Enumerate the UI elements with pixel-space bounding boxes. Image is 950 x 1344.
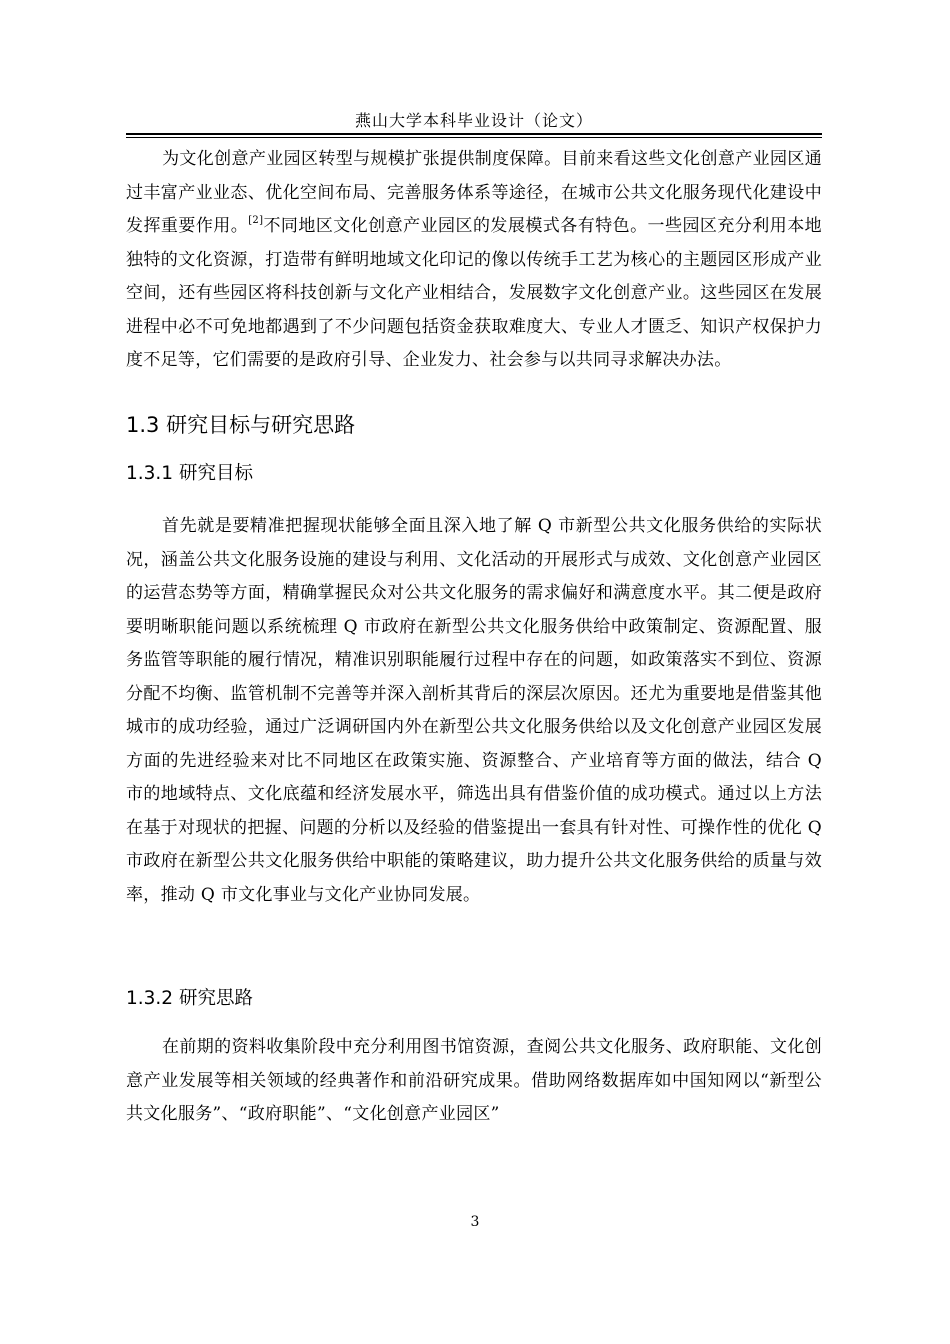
header-rule-thin <box>126 137 822 138</box>
paragraph-intro-continued <box>126 143 822 378</box>
subsection-heading-1-3-2: 1.3.2 研究思路 <box>126 988 253 1009</box>
subsection-heading-1-3-1: 1.3.1 研究目标 <box>126 463 253 484</box>
page-number: 3 <box>470 1214 480 1230</box>
section-heading-1-3: 1.3 研究目标与研究思路 <box>126 413 356 437</box>
paragraph-research-approach: 在前期的资料收集阶段中充分利用图书馆资源，查阅公共文化服务、政府职能、文化创意产业发展等相关领域的经典著作和前沿研究成果。借助网络数据库如中国知网以“新型公共文化服务”、“政府职能”、“文化创意产业园区” <box>126 1037 822 1124</box>
paragraph-intro-part-a: 为文化创意产业园区转型与规模扩张提供制度保障。目前来看这些文化创意产业园区通过丰富产业业态、优化空间布局、完善服务体系等途径，在城市公共文化服务现代化建设中发挥重要作用。 <box>126 149 822 236</box>
running-header: 燕山大学本科毕业设计（论文） <box>354 111 593 130</box>
header-rule-thick <box>126 133 822 135</box>
citation-ref: [2] <box>248 215 264 227</box>
paragraph-intro-part-b: 不同地区文化创意产业园区的发展模式各有特色。一些园区充分利用本地独特的文化资源，打造带有鲜明地域文化印记的像以传统手工艺为核心的主题园区形成产业空间，还有些园区将科技创新与文化产业相结合，发展数字文化创意产业。这些园区在发展进程中必不可免地都遇到了不少问题包括资金获取难度大、专业人才匮乏、知识产权保护力度不足等，它们需要的是政府引导、企业发力、社会参与以共同寻求解决办法。 <box>126 216 822 370</box>
paragraph-research-goal: 首先就是要精准把握现状能够全面且深入地了解 Q 市新型公共文化服务供给的实际状况，涵盖公共文化服务设施的建设与利用、文化活动的开展形式与成效、文化创意产业园区的运营态势等方面，精确掌握民众对公共文化服务的需求偏好和满意度水平。其二便是政府要明晰职能问题以系统梳理 Q 市政府在新型公共文化服务供给中政策制定、资源配置、服务监管等职能的履行情况，精准识别职能履行过程中存在的问题，如政策落实不到位、资源分配不均衡、监管机制不完善等并深入剖析其背后的深层次原因。还尤为重要地是借鉴其他城市的成功经验，通过广泛调研国内外在新型公共文化服务供给以及文化创意产业园区发展方面的先进经验来对比不同地区在政策实施、资源整合、产业培育等方面的做法，结合 Q 市的地域特点、文化底蕴和经济发展水平，筛选出具有借鉴价值的成功模式。通过以上方法在基于对现状的把握、问题的分析以及经验的借鉴提出一套具有针对性、可操作性的优化 Q 市政府在新型公共文化服务供给中职能的策略建议，助力提升公共文化服务供给的质量与效率，推动 Q 市文化事业与文化产业协同发展。 <box>126 516 822 905</box>
